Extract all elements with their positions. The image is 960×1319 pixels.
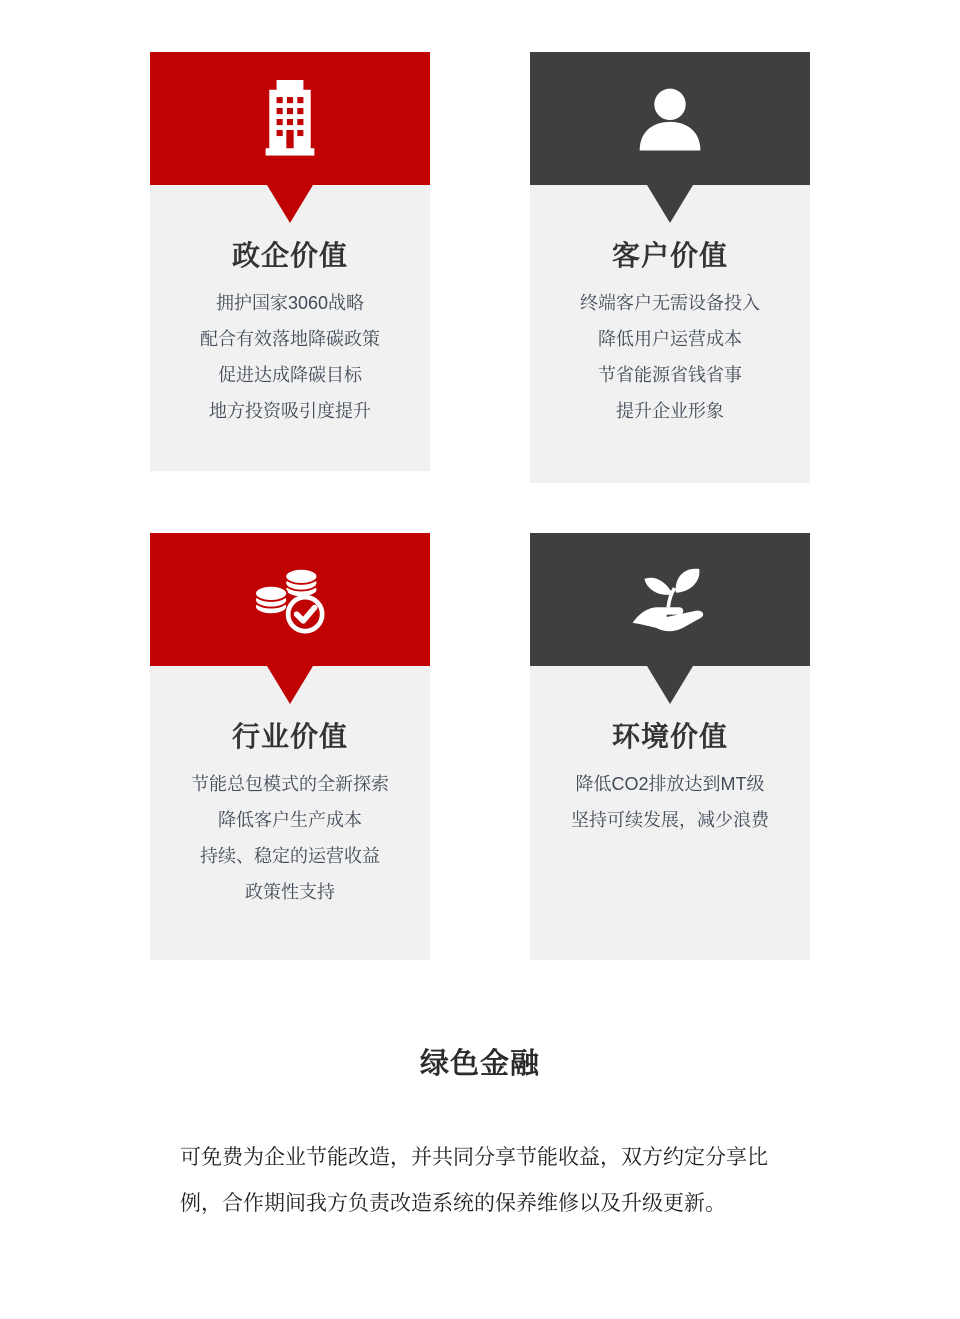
pointer-arrow	[267, 185, 313, 223]
card-line: 降低CO2排放达到MT级	[575, 774, 765, 794]
card-title: 环境价值	[611, 721, 728, 752]
card-environment-value	[530, 533, 810, 960]
card-line: 节省能源省钱省事	[598, 365, 742, 385]
card-industry-value	[150, 533, 430, 960]
pointer-arrow	[647, 185, 693, 223]
card-line: 终端客户无需设备投入	[580, 293, 760, 313]
card-header	[530, 52, 810, 185]
user-icon	[634, 87, 706, 151]
card-line: 持续、稳定的运营收益	[200, 846, 380, 866]
card-body	[150, 666, 430, 960]
card-line: 拥护国家3060战略	[215, 293, 365, 313]
card-line: 政策性支持	[245, 882, 335, 902]
green-finance-title: 绿色金融	[419, 1048, 540, 1080]
card-line: 地方投资吸引度提升	[209, 401, 371, 421]
building-icon	[259, 80, 321, 158]
card-header	[530, 533, 810, 666]
card-header	[150, 52, 430, 185]
card-gov-enterprise-value	[150, 52, 430, 471]
coins-check-icon	[250, 565, 330, 635]
green-finance-paragraph: 可免费为企业节能改造，并共同分享节能收益，双方约定分享比例，合作期间我方负责改造系统的保养维修以及升级更新。	[180, 1145, 768, 1215]
card-line: 降低用户运营成本	[598, 329, 742, 349]
plant-hand-icon	[628, 565, 712, 635]
value-cards-grid	[150, 0, 810, 960]
card-title: 客户价值	[611, 240, 728, 271]
card-line: 降低客户生产成本	[218, 810, 362, 830]
card-line: 坚持可续发展，减少浪费	[571, 810, 769, 830]
card-title: 行业价值	[231, 721, 348, 752]
pointer-arrow	[267, 666, 313, 704]
card-body	[150, 185, 430, 471]
card-customer-value	[530, 52, 810, 483]
card-line: 节能总包模式的全新探索	[191, 774, 389, 794]
card-body	[530, 666, 810, 960]
card-line: 配合有效落地降碳政策	[200, 329, 380, 349]
card-header	[150, 533, 430, 666]
card-line: 促进达成降碳目标	[218, 365, 362, 385]
pointer-arrow	[647, 666, 693, 704]
card-body	[530, 185, 810, 483]
card-title: 政企价值	[231, 240, 348, 271]
card-line: 提升企业形象	[616, 401, 724, 421]
